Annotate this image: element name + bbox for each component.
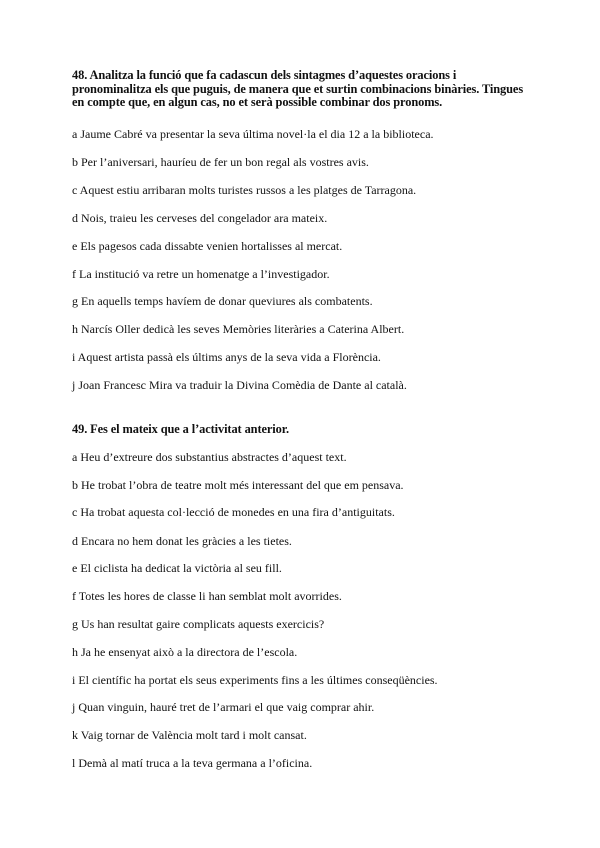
exercise-48-item-i: i Aquest artista passà els últims anys de la seva vida a Florència. xyxy=(72,350,381,364)
exercise-48-item-e: e Els pagesos cada dissabte venien hortalisses al mercat. xyxy=(72,239,343,253)
exercise-49-item-d: d Encara no hem donat les gràcies a les tietes. xyxy=(72,534,292,548)
exercise-49-item-i: i El científic ha portat els seus experiments fins a les últimes conseqüències. xyxy=(72,673,438,687)
exercise-48-item-a: a Jaume Cabré va presentar la seva última novel·la el dia 12 a la biblioteca. xyxy=(72,127,434,141)
exercise-49-item-h: h Ja he ensenyat això a la directora de l’escola. xyxy=(72,645,298,659)
exercise-48-item-f: f La institució va retre un homenatge a l’investigador. xyxy=(72,267,330,281)
exercise-48-item-d: d Nois, traieu les cerveses del congelador ara mateix. xyxy=(72,211,328,225)
exercise-49-item-c: c Ha trobat aquesta col·lecció de monedes en una fira d’antiguitats. xyxy=(72,505,395,519)
exercise-49-item-b: b He trobat l’obra de teatre molt més interessant del que em pensava. xyxy=(72,478,404,492)
exercise-48-item-b: b Per l’aniversari, hauríeu de fer un bon regal als vostres avis. xyxy=(72,155,369,169)
exercise-48-item-j: j Joan Francesc Mira va traduir la Divina Comèdia de Dante al català. xyxy=(72,378,407,392)
exercise-48-title: 48. Analitza la funció que fa cadascun dels sintagmes d’aquestes oracions i pronominalitza els que puguis, de manera que et surtin combinacions binàries. Tingues en compte que, en algun cas, no et serà possible combinar dos pronoms. xyxy=(72,68,524,110)
exercise-48-item-g: g En aquells temps havíem de donar queviures als combatents. xyxy=(72,294,373,308)
exercise-49-item-g: g Us han resultat gaire complicats aquests exercicis? xyxy=(72,617,325,631)
exercise-48-item-h: h Narcís Oller dedicà les seves Memòries literàries a Caterina Albert. xyxy=(72,322,405,336)
exercise-49-item-f: f Totes les hores de classe li han semblat molt avorrides. xyxy=(72,589,342,603)
exercise-49-title: 49. Fes el mateix que a l’activitat anterior. xyxy=(72,422,289,436)
exercise-49-item-a: a Heu d’extreure dos substantius abstractes d’aquest text. xyxy=(72,450,347,464)
exercise-49-item-l: l Demà al matí truca a la teva germana a l’oficina. xyxy=(72,756,313,770)
exercise-49-item-j: j Quan vinguin, hauré tret de l’armari el que vaig comprar ahir. xyxy=(72,700,375,714)
exercise-49-item-e: e El ciclista ha dedicat la victòria al seu fill. xyxy=(72,561,282,575)
exercise-49-item-k: k Vaig tornar de València molt tard i molt cansat. xyxy=(72,728,307,742)
exercise-48-item-c: c Aquest estiu arribaran molts turistes russos a les platges de Tarragona. xyxy=(72,183,417,197)
